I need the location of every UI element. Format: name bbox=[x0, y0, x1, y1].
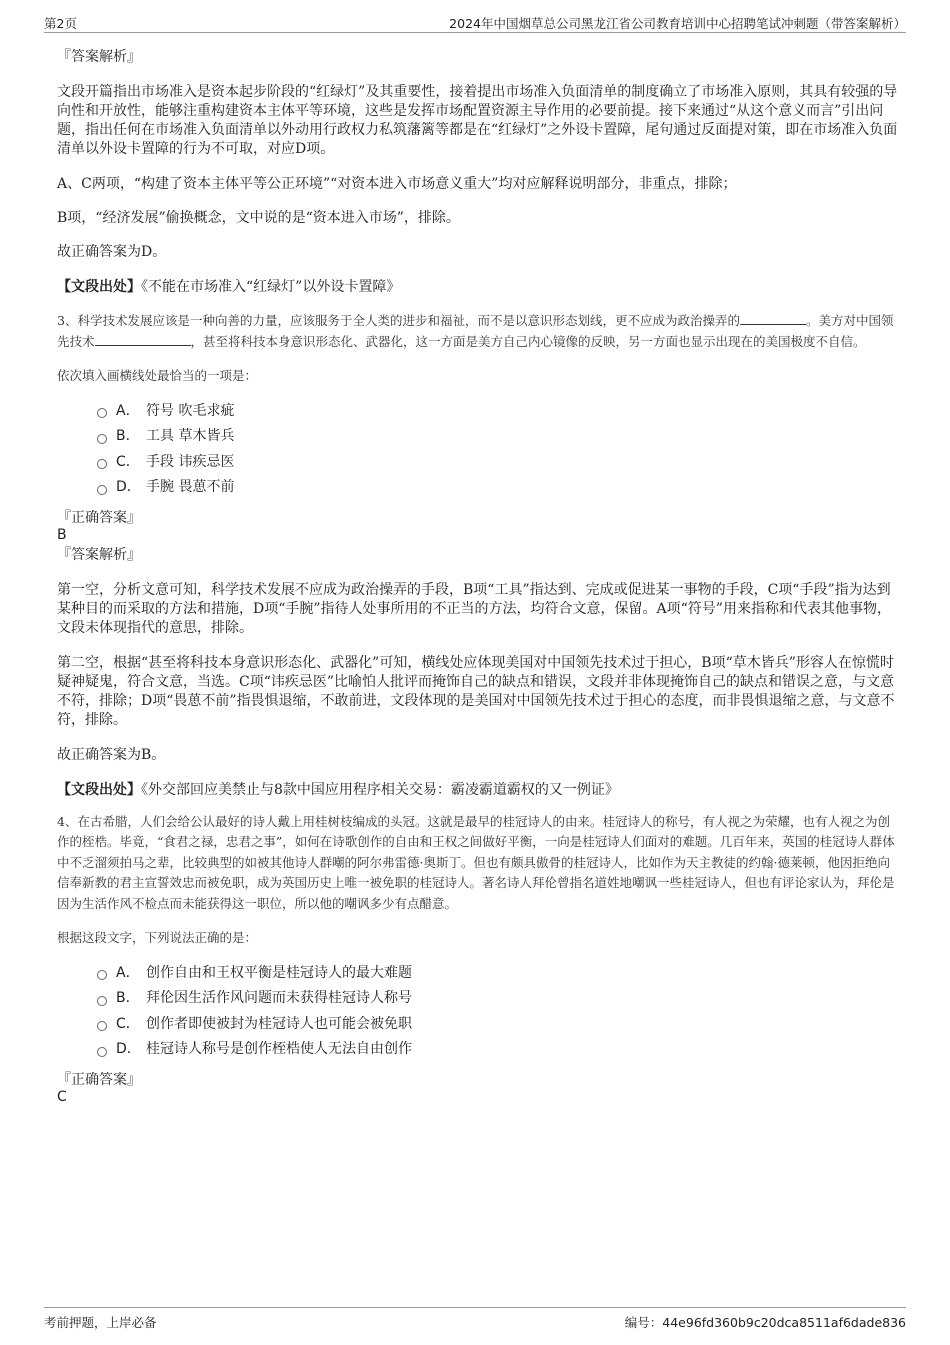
q2-analysis-paragraph-2: A、C两项，“构建了资本主体平等公正环境”“对资本进入市场意义重大”均对应解释说明部分，非重点，排除； bbox=[57, 176, 737, 192]
q3-stem: 3、科学技术发展应该是一种向善的力量，应该服务于全人类的进步和福祉，而不是以意识形态划线，更不应成为政治操弄的 。美方对中国领先技术 ，甚至将科技本身意识形态化、武器化，这一方面是美方自己内心镜像的反映，另一方面也显示出现在的美国极度不自信。 bbox=[57, 313, 894, 349]
q4-option-a[interactable]: A． 创作自由和王权平衡是桂冠诗人的最大难题 bbox=[97, 961, 902, 987]
q3-answer-label: 『正确答案』 bbox=[57, 509, 141, 526]
footer-slogan: 考前押题，上岸必备 bbox=[44, 1315, 157, 1330]
q2-source bbox=[57, 277, 902, 297]
page-content bbox=[57, 44, 902, 1106]
q2-analysis-label: 『答案解析』 bbox=[57, 49, 141, 65]
q2-analysis-paragraph-3: B项，“经济发展”偷换概念，文中说的是“资本进入市场”，排除。 bbox=[57, 210, 460, 226]
q4-options bbox=[97, 961, 902, 1063]
q3-option-a[interactable]: A． 符号 吹毛求疵 bbox=[97, 399, 902, 425]
q4-answer: C bbox=[57, 1088, 67, 1105]
q4-option-d[interactable]: D． 桂冠诗人称号是创作桎梏使人无法自由创作 bbox=[97, 1037, 902, 1063]
radio-icon[interactable] bbox=[97, 459, 107, 469]
q3-source-label: 【文段出处】 bbox=[57, 781, 141, 798]
page-footer bbox=[44, 1307, 906, 1330]
q3-answer: B bbox=[57, 526, 67, 543]
q3-analysis-paragraph-1: 第一空，分析文意可知，科学技术发展不应成为政治操弄的手段，B项“工具”指达到、完成或促进某一事物的手段，C项“手段”指为达到某种目的而采取的方法和措施，D项“手腕”指待人处事所用的不正当的方法，均符合文意，保留。A项“符号”用来指称和代表其他事物，文段未体现指代的意思，排除。 bbox=[57, 581, 891, 636]
radio-icon[interactable] bbox=[97, 970, 107, 980]
q3-analysis-label: 『答案解析』 bbox=[57, 546, 141, 563]
q4-option-b[interactable]: B． 拜伦因生活作风问题而未获得桂冠诗人称号 bbox=[97, 986, 902, 1012]
radio-icon[interactable] bbox=[97, 1021, 107, 1031]
q2-analysis-paragraph-4: 故正确答案为D。 bbox=[57, 244, 167, 260]
page-header bbox=[44, 12, 906, 33]
footer-serial-number: 编号：44e96fd360b9c20dca8511af6dade836 bbox=[624, 1315, 906, 1330]
page-number: 第2页 bbox=[44, 16, 77, 31]
q4-answer-label: 『正确答案』 bbox=[57, 1071, 141, 1088]
q4-option-c[interactable]: C． 创作者即使被封为桂冠诗人也可能会被免职 bbox=[97, 1012, 902, 1038]
q3-blank-2 bbox=[95, 333, 191, 346]
q3-option-d[interactable]: D． 手腕 畏葸不前 bbox=[97, 475, 902, 501]
q2-source-title: 《不能在市场准入“红绿灯”以外设卡置障》 bbox=[141, 279, 401, 295]
q3-analysis-paragraph-2: 第二空，根据“甚至将科技本身意识形态化、武器化”可知，横线处应体现美国对中国领先技术过于担心，B项“草木皆兵”形容人在惊慌时疑神疑鬼，符合文意，当选。C项“讳疾忌医”比喻怕人批评而掩饰自己的缺点和错误，文段并非体现掩饰自己的缺点和错误之意，与文意不符，排除；D项“畏葸不前”指畏惧退缩，不敢前进，文段体现的是美国对中国领先技术过于担心的态度，而非畏惧退缩之意，与文意不符，排除。 bbox=[57, 654, 895, 728]
radio-icon[interactable] bbox=[97, 434, 107, 444]
q3-source-title: 《外交部回应美禁止与8款中国应用程序相关交易：霸凌霸道霸权的又一例证》 bbox=[141, 781, 619, 798]
q3-option-c[interactable]: C． 手段 讳疾忌医 bbox=[97, 450, 902, 476]
radio-icon[interactable] bbox=[97, 1047, 107, 1057]
q3-source bbox=[57, 780, 902, 800]
q4-stem: 4、在古希腊，人们会给公认最好的诗人戴上用桂树枝编成的头冠。这就是最早的桂冠诗人的由来。桂冠诗人的称号，有人视之为荣耀，也有人视之为创作的桎梏。毕竟，“食君之禄，忠君之事”，如何在诗歌创作的自由和王权之间做好平衡，一向是桂冠诗人们面对的难题。几百年来，英国的桂冠诗人群体中不乏溜须拍马之辈，比较典型的如被其他诗人群嘲的阿尔弗雷德·奥斯丁。但也有颇具傲骨的桂冠诗人，比如作为天主教徒的约翰·德莱顿，他因拒绝向信奉新教的君主宣誓效忠而被免职，成为英国历史上唯一被免职的桂冠诗人。著名诗人拜伦曾指名道姓地嘲讽一些桂冠诗人，但也有评论家认为，拜伦是因为生活作风不检点而未能获得这一职位，所以他的嘲讽多少有点醋意。 bbox=[57, 813, 895, 911]
q3-options bbox=[97, 399, 902, 501]
document-title: 2024年中国烟草总公司黑龙江省公司教育培训中心招聘笔试冲刺题（带答案解析） bbox=[449, 16, 906, 31]
radio-icon[interactable] bbox=[97, 485, 107, 495]
radio-icon[interactable] bbox=[97, 996, 107, 1006]
radio-icon[interactable] bbox=[97, 408, 107, 418]
q4-prompt: 根据这段文字，下列说法正确的是： bbox=[57, 930, 258, 945]
q3-analysis-paragraph-3: 故正确答案为B。 bbox=[57, 746, 166, 763]
q2-analysis-paragraph-1: 文段开篇指出市场准入是资本起步阶段的“红绿灯”及其重要性，接着提出市场准入负面清单的制度确立了市场准入原则，其具有较强的导向性和开放性，能够注重构建资本主体平等环境，这些是发挥市场配置资源主导作用的必要前提。接下来通过“从这个意义而言”引出问题，指出任何在市场准入负面清单以外动用行政权力私筑藩篱等都是在“红绿灯”之外设卡置障，尾句通过反面提对策，即在市场准入负面清单以外设卡置障的行为不可取，对应D项。 bbox=[57, 84, 898, 157]
q3-option-b[interactable]: B． 工具 草木皆兵 bbox=[97, 424, 902, 450]
q2-source-label: 【文段出处】 bbox=[57, 279, 141, 295]
q3-prompt: 依次填入画横线处最恰当的一项是： bbox=[57, 368, 258, 383]
q3-blank-1 bbox=[740, 312, 806, 325]
